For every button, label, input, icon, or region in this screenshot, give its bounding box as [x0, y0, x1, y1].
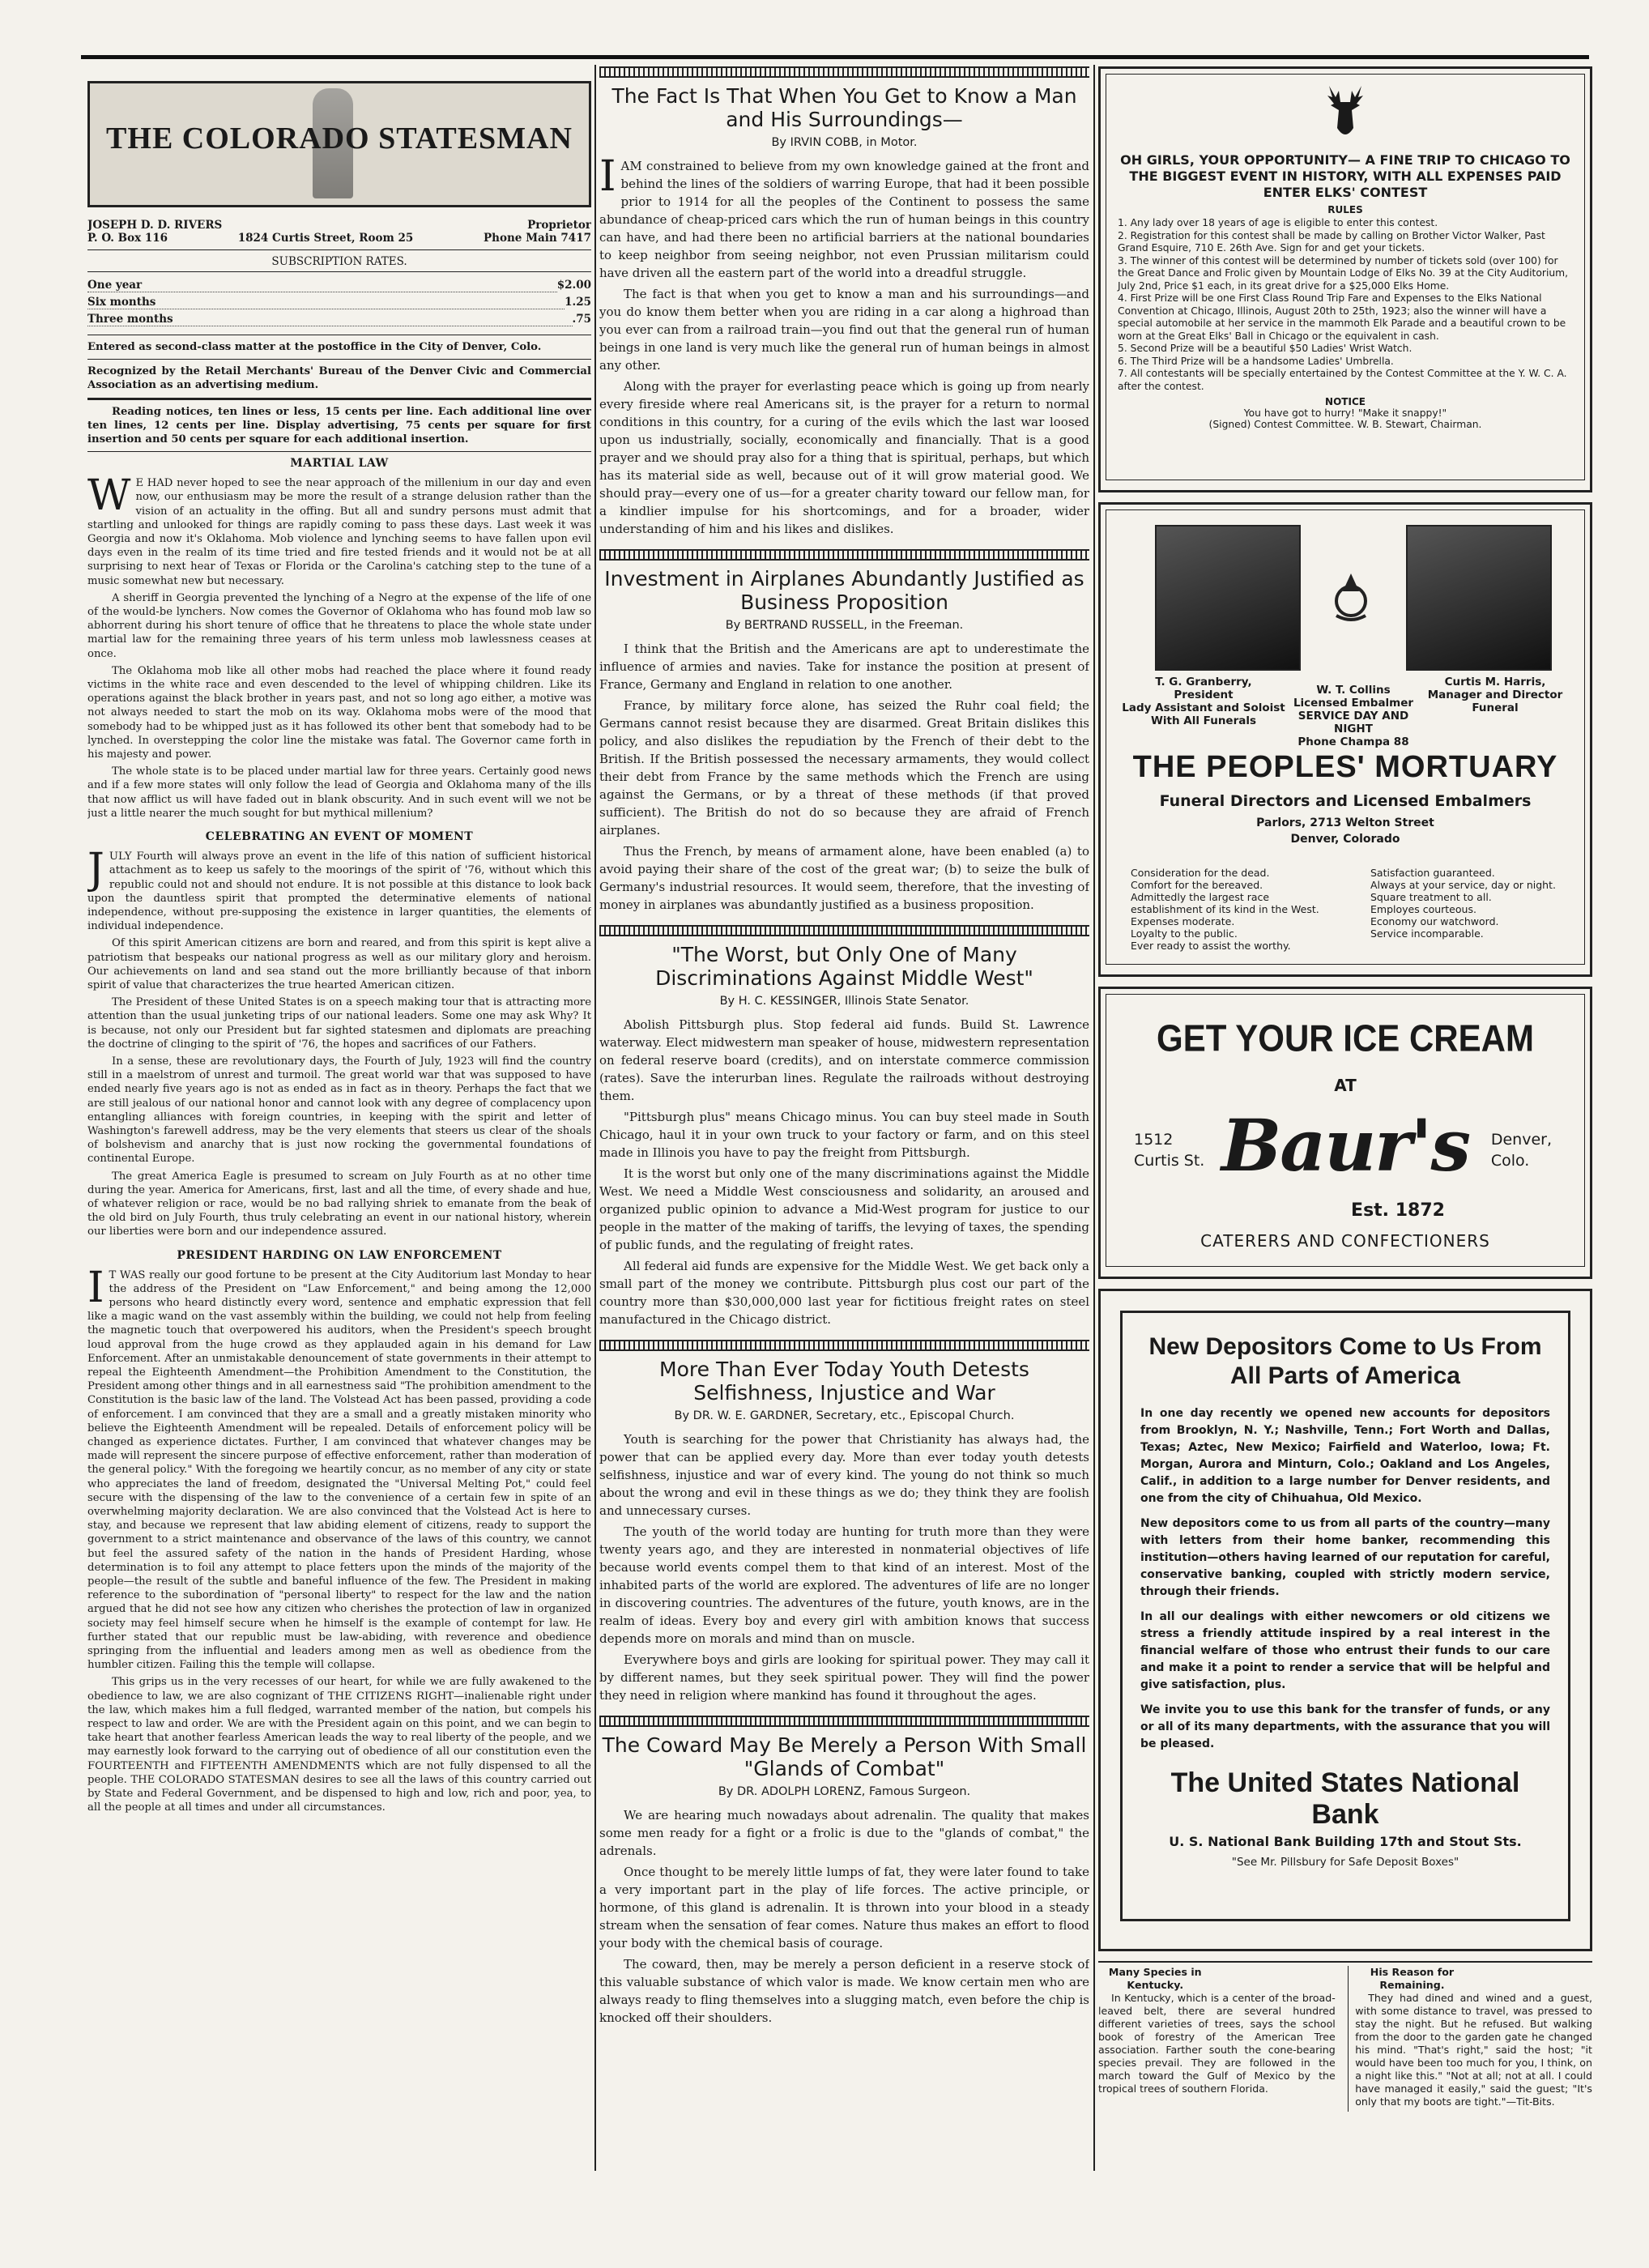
- phone-number: Phone Main 7417: [484, 232, 591, 245]
- advertising-rates: Reading notices, ten lines or less, 15 cents per line. Each additional line over ten lines, 12 cents per line. Display advertising, 75 cents per square for first insertion and 50 cents per square for each additional insertion.: [87, 405, 591, 446]
- notice-text: You have got to hurry! "Make it snappy!": [1243, 407, 1447, 419]
- column-right: [1098, 66, 1592, 2172]
- rule-item: 5. Second Prize will be a beautiful $50 Ladies' Wrist Watch.: [1118, 343, 1413, 354]
- rate-row: One year $2.00: [87, 279, 591, 292]
- column-middle: [599, 66, 1089, 2172]
- baurs-address: 1512 Curtis St.: [1134, 1131, 1205, 1170]
- editorial-paragraph: ULY Fourth will always prove an event in the life of this nation of sufficient historical attachment as to keep us safely to the moorings of the spirit of '76, without which this republic could not and should not endure. It is not possible at this distance to look back upon the dauntless spirit that prompted the determinative elements of national independence, without pre-supposing the existence in larger quantities, the elements of individual independence.: [87, 850, 591, 933]
- portrait-photo: [1155, 525, 1301, 671]
- top-rule: [81, 55, 1589, 59]
- rule-item: 2. Registration for this contest shall be made by calling on Brother Victor Walker, Past Grand Esquire, 710 E. 26th Ave. Sign for and get your tickets.: [1118, 229, 1545, 254]
- right-director: Curtis M. Harris, Manager and Director Funeral: [1427, 676, 1563, 714]
- editorial-paragraph: In a sense, these are revolutionary days, the Fourth of July, 1923 will find the country still in a maelstrom of unrest and turmoil. The great world war that was supposed to have ended nearly five years ago is not as ended as in fact as in theory. Perhaps the fact that we are still jealous of our national honor and cannot look with any degree of complacency upon entangling alliances with foreign countries, in keeping with the spirit and letter of Washington's farewell address, may be the very elements that steers us clear of the shoals of bolshevism and anarchy that is just now rocking the governmental foundations of continental Europe.: [87, 1055, 591, 1166]
- bank-headline: New Depositors Come to Us From All Parts of America: [1148, 1333, 1542, 1389]
- address-row: [87, 232, 591, 245]
- contest-subheading: ENTER ELKS' CONTEST: [1263, 185, 1428, 200]
- mortuary-ad: [1098, 502, 1592, 977]
- proprietor-row: [87, 219, 591, 232]
- rule-item: 7. All contestants will be specially entertained by the Contest Committee at the Y. W. C. A. after the contest.: [1118, 368, 1567, 392]
- drop-cap: I: [599, 152, 616, 201]
- article-paragraph: We are hearing much nowadays about adrenalin. The quality that makes some men ready for a fight or a frolic is due to the "glands of combat," the adrenals.: [599, 1808, 1089, 1858]
- article-paragraph: I think that the British and the Americans are apt to underestimate the influence of armies and navies. Take for instance the position at present of France, Germany and England in relation to one another.: [599, 642, 1089, 692]
- street-address: 1824 Curtis Street, Room 25: [237, 232, 414, 245]
- greek-key-border: [599, 925, 1089, 936]
- notice-label: NOTICE: [1325, 396, 1366, 407]
- baurs-headline: GET YOUR ICE CREAM: [1157, 1017, 1534, 1059]
- bank-paragraph: In one day recently we opened new accounts for depositors from Brooklyn, N. Y.; Nashville, Tenn.; Fort Worth and Dallas, Texas; Aztec, New Mexico; Fairfield and Waterloo, Iowa; Ft. Morgan, Aurora and Minturn, Colo.; Oakland and Los Angeles, Calif., in addition to a large number for Denver residents, and one from the city of Chihuahua, Old Mexico.: [1140, 1407, 1550, 1505]
- bank-ad: [1098, 1289, 1592, 1951]
- article-paragraph: AM constrained to believe from my own knowledge gained at the front and behind the lines of the soldiers of warring Europe, that had it been possible prior to 1914 for all the peoples of the Continent to possess the same abundance of cheap-priced cars which the run of human beings in this country can have, and had there been no artificial barriers at the national boundaries to keep neighbor from seeing neighbor, not even Prussian militarism could have driven all the eastern part of the world into a dreadful struggle.: [599, 159, 1089, 280]
- article-title: More Than Ever Today Youth Detests Selfishness, Injustice and War: [659, 1358, 1029, 1405]
- editorial-heading: PRESIDENT HARDING ON LAW ENFORCEMENT: [177, 1248, 502, 1262]
- column-divider: [594, 65, 596, 2171]
- article-byline: By DR. W. E. GARDNER, Secretary, etc., Episcopal Church.: [674, 1409, 1015, 1422]
- rule-item: 6. The Third Prize will be a handsome Ladies' Umbrella.: [1118, 355, 1394, 367]
- article-title: The Fact Is That When You Get to Know a Man and His Surroundings—: [611, 84, 1077, 131]
- elk-head-icon: [1313, 79, 1378, 144]
- editorial-paragraph: T WAS really our good fortune to be present at the City Auditorium last Monday to hear the address of the President on "Law Enforcement," and being among the 12,000 persons who heard distinctly every word, sentence and emphatic expression that fell like a magic wand on the vast assembly within the building, we could not help from feeling the magnetic touch that overpowered his auditors, when the President's speech brought loud approval from the huge crowd as they applauded again in his demand for Law Enforcement. After an unmistakable denouncement of state governments in their attempt to repeal the Eighteenth Amendment—the Prohibition Amendment to the Constitution, the President among other things and in all earnestness said "The prohibition amendment to the Constitution is the basic law of the land. The Volstead Act has been passed, providing a code of enforcement. I am convinced that they are a small and a greatly mistaken minority who believe the Eighteenth Amendment will be repealed. Details of enforcement policy will be changed as experience dictates. Further, I am convinced that whatever changes may be made will represent the sincere purpose of effective enforcement, rather than moderation of the general policy." With the foregoing we heartily concur, as no member of any city or state who appreciates the land of freedom, designated the "Universal Melting Pot," could feel secure with the dispensing of the law to the convenience of a certain few in spite of an overwhelming majority declaration. We are also convinced that the Volstead Act is here to stay, and because we represent that law abiding element of citizens, ready to support the government to a strict maintenance and observance of the laws of this country, we cannot but feel the assured safety of the nation in the hands of President Harding, whose determination is to foil any attempt to place fetters upon the minds of the majority of the people—the result of the subtle and baneful influence of the few. The President in making reference to the subordination of "personal liberty" to respect for the law and the nation argued that he did not see how any citizen who cherishes the protection of law in organized society may feel himself secure when he himself is the example of contempt for law. He further stated that our republic must be law-abiding, with reverence and obedience springing from the influential and leaders among men as well as obedience from the humbler citizen. Failing this the temple will collapse.: [87, 1268, 591, 1672]
- mortuary-right-list: Satisfaction guaranteed. Always at your service, day or night. Square treatment to all. Employes courteous. Economy our watchword. Service incomparable.: [1370, 867, 1556, 940]
- postal-entry: Entered as second-class matter at the postoffice in the City of Denver, Colo.: [87, 341, 542, 353]
- article-title: The Coward May Be Merely a Person With Small "Glands of Combat": [602, 1733, 1087, 1780]
- editorial-paragraph: A sheriff in Georgia prevented the lynching of a Negro at the expense of the life of one of the would-be lynchers. Now comes the Governor of Oklahoma who has found mob law so abhorrent during his short tenure of office that he threatens to place the whole state under martial law for the remaining three years of his term unless mob lawlessness ceases at once.: [87, 591, 591, 660]
- editorial-paragraph: Of this spirit American citizens are born and reared, and from this spirit is kept alive a patriotism that bespeaks our national progress as well as our military glory and heroism. Our achievements on land and sea stand out the more brilliantly because of that inborn spirit of value that characterizes the true hearted American citizen.: [87, 937, 591, 991]
- masthead: [87, 81, 591, 207]
- baurs-logo: Baur's: [1221, 1103, 1470, 1187]
- article-byline: By DR. ADOLPH LORENZ, Famous Surgeon.: [718, 1785, 971, 1798]
- greek-key-border: [599, 549, 1089, 561]
- signed-text: (Signed) Contest Committee. W. B. Stewart, Chairman.: [1208, 419, 1482, 430]
- editorial-paragraph: E HAD never hoped to see the near approach of the millenium in our day and even now, our enthusiasm may be more the result of a strange delusion rather than the vision of an actuality in the offing. But all and sundry persons must admit that startling and unlooked for things are rapidly coming to pass these days. Last week it was Georgia and now it's Oklahoma. Mob violence and lynching seems to have fallen upon evil days even in the realm of its time tried and fire tested friends and it would not be at all surprising to next hear of Texas or Florida or the Carolina's catching step to the tune of a music somewhat new but necessary.: [87, 477, 591, 587]
- bank-safe-deposit: "See Mr. Pillsbury for Safe Deposit Boxes": [1231, 1856, 1459, 1869]
- emblem-icon: [1322, 567, 1380, 625]
- article-byline: By H. C. KESSINGER, Illinois State Senator.: [719, 995, 969, 1008]
- article-byline: By BERTRAND RUSSELL, in the Freeman.: [725, 619, 964, 632]
- greek-key-border: [599, 1340, 1089, 1351]
- proprietor-name: JOSEPH D. D. RIVERS: [87, 219, 223, 232]
- rule-item: 4. First Prize will be one First Class Round Trip Fare and Expenses to the Elks National Convention at Chicago, Illinois, August 20th to 25th, 1923; also the winner will have a special automobile at her service in the mammoth Elk Parade and a beautiful crown to be worn at the Great Elks' Ball in Chicago or the equivalent in cash.: [1118, 292, 1566, 342]
- baurs-tagline: CATERERS AND CONFECTIONERS: [1200, 1231, 1490, 1251]
- rule-item: 1. Any lady over 18 years of age is eligible to enter this contest.: [1118, 217, 1438, 228]
- article-paragraph: Abolish Pittsburgh plus. Stop federal aid funds. Build St. Lawrence waterway. Elect midwestern man speaker of house, midwestern representation on federal reserve board (credits), and on interstate commerce commission (rates). Save the interurban lines. Regulate the railroads without destroying them.: [599, 1017, 1089, 1103]
- baurs-city: Denver, Colo.: [1490, 1131, 1552, 1170]
- editorial-heading: CELEBRATING AN EVENT OF MOMENT: [205, 830, 474, 844]
- drop-cap: W: [87, 471, 131, 521]
- greek-key-border: [599, 66, 1089, 78]
- bank-name: The United States National Bank: [1170, 1767, 1520, 1830]
- editorial-paragraph: The great America Eagle is presumed to scream on July Fourth as at no other time during the year. America for Americans, first, last and all the time, of every shade and hue, of whatever religion or race, would be no bad rallying shriek to emanate from the beak of the old bird on July Fourth, thus truly celebrating an event in our national history, wherein our liberties were born and our independence assured.: [87, 1170, 591, 1238]
- editorial-paragraph: The Oklahoma mob like all other mobs had reached the place where it found ready victims in the white race and even descended to the level of whipping children. Like its operations against the black brother in years past, and not so long ago either, a motive was not always needed to start the mob on its way. Oklahoma mobs were of the mood that somebody had to be whipped just as it has followed its other bent that somebody had to be lynched. In overstepping the color line the mistake was fatal. The Governor came forth in his majesty and power.: [87, 664, 591, 761]
- filler-right: His Reason for Remaining. They had dined and wined and a guest, with some distance to travel, was pressed to stay the night. But he refused. But walking from the door to the garden gate he changed his mind. "That's right," said the host; "it would have been too much for you, I think, on a night like this." "Not at all; not at all. I could have managed it easily," said the guest; "It's only that my boots are tight."—Tit-Bits.: [1348, 1966, 1592, 2112]
- filler-items: [1098, 1961, 1592, 2112]
- po-box: P. O. Box 116: [87, 232, 168, 245]
- article-paragraph: Along with the prayer for everlasting peace which is going up from nearly every fireside where real Americans sit, is the prayer for a return to normal conditions in this country, for a curing of the evils which the last war loosed upon us industrially, socially, economically and financially. That is a good prayer and we should pray also for a thing that is spiritual, perhaps, but which has its material side as well, because out of it will grow material good. We should pray—every one of us—for a greater charity toward our fellow man, for a kindlier impulse for his shortcomings, and for a broader, wider understanding of him and his likes and dislikes.: [599, 379, 1089, 536]
- article-paragraph: Everywhere boys and girls are looking for spiritual power. They may call it by different names, but they seek spiritual power. They will find the power they need in religion where mankind has found it throughout the ages.: [599, 1652, 1089, 1703]
- article-paragraph: The coward, then, may be merely a person deficient in a reserve stock of this valuable substance of which valor is made. We know certain men who are always ready to fling themselves into a slugging match, even before the chip is knocked off their shoulders.: [599, 1957, 1089, 2025]
- greek-key-border: [599, 1716, 1089, 1727]
- contest-heading: OH GIRLS, YOUR OPPORTUNITY— A FINE TRIP TO CHICAGO TO THE BIGGEST EVENT IN HISTORY, WITH ALL EXPENSES PAID: [1120, 152, 1570, 184]
- article-paragraph: The fact is that when you get to know a man and his surroundings—and you do know them better when you are riding in a car along a highroad than you ever can from a railroad train—you find out that the general run of human beings in one land is very much like the general run of human beings in almost any other.: [599, 287, 1089, 373]
- filler-left: Many Species in Kentucky. In Kentucky, which is a center of the broad-leaved belt, there are several hundred different varieties of trees, says the school book of forestry of the American Tree association. Farther south the cone-bearing species prevail. They are followed in the march toward the Gulf of Mexico by the tropical trees of southern Florida.: [1098, 1966, 1336, 2095]
- baurs-ad: [1098, 987, 1592, 1279]
- drop-cap: I: [87, 1263, 104, 1312]
- recognition-note: Recognized by the Retail Merchants' Bureau of the Denver Civic and Commercial Association as an advertising medium.: [87, 365, 591, 392]
- article-byline: By IRVIN COBB, in Motor.: [771, 136, 918, 149]
- article-title: "The Worst, but Only One of Many Discriminations Against Middle West": [655, 943, 1033, 990]
- article-paragraph: Youth is searching for the power that Christianity has always had, the power that can be applied every day. More than ever today youth detests selfishness, injustice and war of every kind. The young do not think so much about the wrong and evil in these things as we do; they think they are foolish and unnecessary curses.: [599, 1432, 1089, 1518]
- mortuary-left-list: Consideration for the dead. Comfort for the bereaved. Admittedly the largest race establishment of its kind in the West. Expenses moderate. Loyalty to the public. Ever ready to assist the worthy.: [1131, 867, 1319, 952]
- article-paragraph: It is the worst but only one of the many discriminations against the Middle West. We need a Middle West consciousness and solidarity, an aroused and organized public opinion to advance a Mid-West program for justice to our people in the matter of the making of tariffs, the levying of taxes, the spending of public funds, and the regulating of freight rates.: [599, 1166, 1089, 1252]
- mortuary-subtitle: Funeral Directors and Licensed Embalmers: [1159, 792, 1532, 810]
- column-left: [87, 66, 591, 2156]
- portrait-photo: [1406, 525, 1552, 671]
- editorial-paragraph: The whole state is to be placed under martial law for three years. Certainly good news and if a few more states will only follow the lead of Georgia and Oklahoma many of the ills that now afflict us will have faded out in blank obscurity. And in such event will we not be just a little nearer the much sought for but mythical millenium?: [87, 765, 591, 820]
- rules-label: RULES: [1327, 204, 1363, 215]
- article-paragraph: All federal aid funds are expensive for the Middle West. We get back only a small part of the money we contribute. Pittsburgh plus cost our part of the country more than $30,000,000 last year for fictitious freight rates on steel manufactured in the Chicago district.: [599, 1259, 1089, 1327]
- article-title: Investment in Airplanes Abundantly Justified as Business Proposition: [604, 567, 1084, 614]
- baurs-established: Est. 1872: [1351, 1200, 1445, 1221]
- rule-item: 3. The winner of this contest will be determined by number of tickets sold (over 100) for the Great Dance and Frolic given by Mountain Lodge of Elks No. 39 at the City Auditorium, July 2nd, Price $1 each, in its great drive for a $25,000 Elks Home.: [1118, 254, 1569, 292]
- article-paragraph: "Pittsburgh plus" means Chicago minus. You can buy steel made in South Chicago, haul it in your own truck to your factory or farm, and on this steel made in Illinois you have to pay the freight from Pittsburgh.: [599, 1110, 1089, 1160]
- subscription-header: SUBSCRIPTION RATES.: [271, 255, 407, 268]
- article-paragraph: France, by military force alone, has seized the Ruhr coal field; the Germans cannot resist because they are disarmed. Great Britain dislikes this policy, and also dislikes the repudiation by the French of their debt to the British. If the British possessed the necessary armaments, they would collect their debt from France by the same methods which the French are using against the Germans, or by a threat of these methods (if that proved sufficient). The British do not do so because they are afraid of French airplanes.: [599, 698, 1089, 838]
- elks-contest-ad: [1098, 66, 1592, 492]
- middle-director: W. T. Collins Licensed Embalmer SERVICE DAY AND NIGHT Phone Champa 88: [1293, 684, 1414, 748]
- bank-paragraph: We invite you to use this bank for the transfer of funds, or any or all of its many departments, with the assurance that you will be pleased.: [1140, 1703, 1550, 1750]
- bank-paragraph: New depositors come to us from all parts of the country—many with letters from their home banker, recommending this institution—others having learned of our reputation for careful, conservative banking, coupled with strictly modern service, through their friends.: [1140, 1517, 1550, 1598]
- editorial-heading: MARTIAL LAW: [290, 457, 389, 471]
- rate-row: Three months .75: [87, 313, 591, 326]
- article-paragraph: Thus the French, by means of armament alone, have been enabled (a) to avoid paying their share of the cost of the great war; (b) to seize the bulk of Germany's industrial resources. It would seem, therefore, that the investing of money in airplanes was abundantly justified as a business proposition.: [599, 844, 1089, 912]
- mortuary-city: Denver, Colorado: [1290, 833, 1400, 846]
- masthead-title: THE COLORADO STATESMAN: [106, 122, 573, 156]
- parlors-address: Parlors, 2713 Welton Street: [1256, 816, 1434, 829]
- editorial-paragraph: The President of these United States is on a speech making tour that is attracting more attention than the usual junketing trips of our national leaders. Some one may ask Why? It is because, not only our President but far sighted statesmen and diplomats are preaching the doctrine of clinging to the spirit of '76, the hopes and sacrifices of our Fathers.: [87, 996, 591, 1051]
- bank-paragraph: In all our dealings with either newcomers or old citizens we stress a friendly attitude inspired by a real interest in the financial welfare of those who entrust their funds to our care and make it a point to render a service that will be helpful and give satisfaction, plus.: [1140, 1610, 1550, 1691]
- proprietor-label: Proprietor: [527, 219, 591, 232]
- mortuary-title: THE PEOPLES' MORTUARY: [1132, 750, 1558, 784]
- article-paragraph: The youth of the world today are hunting for truth more than they were twenty years ago, and they are interested in nonmaterial objectives of life because world events compel them to that kind of an interest. Most of the inhabited parts of the world are explored. The adventures of life are no longer in discovering countries. The adventures of the future, youth knows, are in the realm of ideas. Every boy and every girl with ambition knows that success depends more on morals and mind than on muscle.: [599, 1524, 1089, 1646]
- editorial-paragraph: This grips us in the very recesses of our heart, for while we are fully awakened to the obedience to law, we are also cognizant of THE CITIZENS RIGHT—inalienable right under the law, which makes him a full fledged, warranted member of the nation, but compels his respect to law and order. We are with the President again on this point, and we can begin to take heart that another fearless American leads the way to real liberty of the people, and we may earnestly look forward to the carrying out of obedience of all our constitution even the FOURTEENTH and FIFTEENTH AMENDMENTS which are not fully dispensed to all the people. THE COLORADO STATESMAN desires to see all the laws of this country carried out by State and Federal Government, and be dispensed to high and low, rich and poor, yea, to all the people at all times and under all circumstances.: [87, 1676, 591, 1814]
- baurs-at: AT: [1334, 1076, 1357, 1095]
- left-director: T. G. Granberry, President Lady Assistant and Soloist With All Funerals: [1122, 676, 1285, 727]
- bank-building: U. S. National Bank Building 17th and Stout Sts.: [1169, 1834, 1522, 1849]
- article-paragraph: Once thought to be merely little lumps of fat, they were later found to take a very important part in the play of life forces. The active principle, or hormone, of this gland is adrenalin. It is thrown into your blood in a steady stream when the sensation of fear comes. Nature thus makes an effort to flood your body with the chemical basis of courage.: [599, 1865, 1089, 1950]
- drop-cap: J: [87, 845, 104, 894]
- rate-row: Six months 1.25: [87, 296, 591, 309]
- column-divider: [1093, 65, 1095, 2171]
